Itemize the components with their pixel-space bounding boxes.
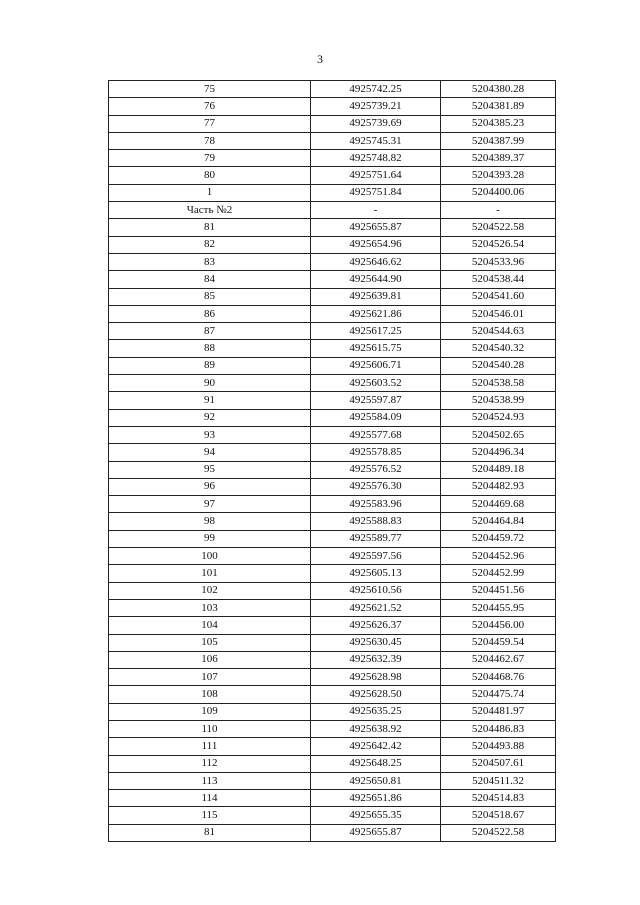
y-coordinate-cell: 5204380.28 bbox=[441, 81, 556, 98]
table-row bbox=[109, 686, 556, 703]
table-row bbox=[109, 236, 556, 253]
table-row bbox=[109, 807, 556, 824]
y-coordinate-cell: 5204486.83 bbox=[441, 720, 556, 737]
point-number-cell: 105 bbox=[109, 634, 311, 651]
point-number-cell: 81 bbox=[109, 824, 311, 841]
point-number-cell: 1 bbox=[109, 184, 311, 201]
table-row bbox=[109, 772, 556, 789]
table-row bbox=[109, 115, 556, 132]
table-row bbox=[109, 340, 556, 357]
table-row bbox=[109, 478, 556, 495]
table-row bbox=[109, 305, 556, 322]
y-coordinate-cell: 5204514.83 bbox=[441, 790, 556, 807]
x-coordinate-cell: 4925751.84 bbox=[311, 184, 441, 201]
point-number-cell: 106 bbox=[109, 651, 311, 668]
y-coordinate-cell: 5204522.58 bbox=[441, 824, 556, 841]
x-coordinate-cell: 4925589.77 bbox=[311, 530, 441, 547]
y-coordinate-cell: 5204546.01 bbox=[441, 305, 556, 322]
x-coordinate-cell: 4925742.25 bbox=[311, 81, 441, 98]
x-coordinate-cell: 4925648.25 bbox=[311, 755, 441, 772]
y-coordinate-cell: 5204456.00 bbox=[441, 617, 556, 634]
point-number-cell: 94 bbox=[109, 444, 311, 461]
y-coordinate-cell: 5204482.93 bbox=[441, 478, 556, 495]
point-number-cell: 103 bbox=[109, 599, 311, 616]
table-row bbox=[109, 253, 556, 270]
point-number-cell: 107 bbox=[109, 669, 311, 686]
y-coordinate-cell: 5204464.84 bbox=[441, 513, 556, 530]
x-coordinate-cell: - bbox=[311, 202, 441, 219]
point-number-cell: 83 bbox=[109, 253, 311, 270]
x-coordinate-cell: 4925630.45 bbox=[311, 634, 441, 651]
point-number-cell: 79 bbox=[109, 150, 311, 167]
y-coordinate-cell: 5204502.65 bbox=[441, 426, 556, 443]
point-number-cell: 93 bbox=[109, 426, 311, 443]
y-coordinate-cell: 5204524.93 bbox=[441, 409, 556, 426]
point-number-cell: 77 bbox=[109, 115, 311, 132]
point-number-cell: 101 bbox=[109, 565, 311, 582]
x-coordinate-cell: 4925628.98 bbox=[311, 669, 441, 686]
table-row bbox=[109, 461, 556, 478]
point-number-cell: 114 bbox=[109, 790, 311, 807]
x-coordinate-cell: 4925603.52 bbox=[311, 375, 441, 392]
point-number-cell: 96 bbox=[109, 478, 311, 495]
y-coordinate-cell: 5204385.23 bbox=[441, 115, 556, 132]
point-number-cell: 110 bbox=[109, 720, 311, 737]
table-row bbox=[109, 426, 556, 443]
x-coordinate-cell: 4925751.64 bbox=[311, 167, 441, 184]
point-number-cell: 82 bbox=[109, 236, 311, 253]
table-row bbox=[109, 357, 556, 374]
point-number-cell: 109 bbox=[109, 703, 311, 720]
point-number-cell: 111 bbox=[109, 738, 311, 755]
x-coordinate-cell: 4925748.82 bbox=[311, 150, 441, 167]
table-row bbox=[109, 323, 556, 340]
y-coordinate-cell: 5204468.76 bbox=[441, 669, 556, 686]
point-number-cell: 108 bbox=[109, 686, 311, 703]
x-coordinate-cell: 4925635.25 bbox=[311, 703, 441, 720]
point-number-cell: 100 bbox=[109, 548, 311, 565]
x-coordinate-cell: 4925584.09 bbox=[311, 409, 441, 426]
point-number-cell: 87 bbox=[109, 323, 311, 340]
x-coordinate-cell: 4925739.69 bbox=[311, 115, 441, 132]
x-coordinate-cell: 4925606.71 bbox=[311, 357, 441, 374]
table-row bbox=[109, 530, 556, 547]
table-row bbox=[109, 582, 556, 599]
point-number-cell: 112 bbox=[109, 755, 311, 772]
page-number: 3 bbox=[317, 52, 323, 66]
table-row bbox=[109, 444, 556, 461]
x-coordinate-cell: 4925655.35 bbox=[311, 807, 441, 824]
table-row bbox=[109, 271, 556, 288]
y-coordinate-cell: 5204522.58 bbox=[441, 219, 556, 236]
point-number-cell: 104 bbox=[109, 617, 311, 634]
x-coordinate-cell: 4925632.39 bbox=[311, 651, 441, 668]
y-coordinate-cell: 5204526.54 bbox=[441, 236, 556, 253]
y-coordinate-cell: 5204538.44 bbox=[441, 271, 556, 288]
table-row bbox=[109, 167, 556, 184]
table-row bbox=[109, 150, 556, 167]
x-coordinate-cell: 4925621.86 bbox=[311, 305, 441, 322]
point-number-cell: Часть №2 bbox=[109, 202, 311, 219]
x-coordinate-cell: 4925655.87 bbox=[311, 219, 441, 236]
point-number-cell: 81 bbox=[109, 219, 311, 236]
point-number-cell: 80 bbox=[109, 167, 311, 184]
y-coordinate-cell: 5204541.60 bbox=[441, 288, 556, 305]
y-coordinate-cell: 5204481.97 bbox=[441, 703, 556, 720]
point-number-cell: 99 bbox=[109, 530, 311, 547]
table-row bbox=[109, 755, 556, 772]
point-number-cell: 90 bbox=[109, 375, 311, 392]
table-row bbox=[109, 599, 556, 616]
point-number-cell: 76 bbox=[109, 98, 311, 115]
coordinates-table-body bbox=[109, 81, 556, 842]
x-coordinate-cell: 4925576.52 bbox=[311, 461, 441, 478]
point-number-cell: 84 bbox=[109, 271, 311, 288]
y-coordinate-cell: 5204452.99 bbox=[441, 565, 556, 582]
y-coordinate-cell: 5204496.34 bbox=[441, 444, 556, 461]
table-row bbox=[109, 617, 556, 634]
x-coordinate-cell: 4925583.96 bbox=[311, 496, 441, 513]
x-coordinate-cell: 4925621.52 bbox=[311, 599, 441, 616]
y-coordinate-cell: 5204452.96 bbox=[441, 548, 556, 565]
y-coordinate-cell: 5204511.32 bbox=[441, 772, 556, 789]
y-coordinate-cell: 5204451.56 bbox=[441, 582, 556, 599]
x-coordinate-cell: 4925745.31 bbox=[311, 132, 441, 149]
y-coordinate-cell: 5204469.68 bbox=[441, 496, 556, 513]
x-coordinate-cell: 4925655.87 bbox=[311, 824, 441, 841]
x-coordinate-cell: 4925739.21 bbox=[311, 98, 441, 115]
point-number-cell: 115 bbox=[109, 807, 311, 824]
table-row bbox=[109, 513, 556, 530]
point-number-cell: 91 bbox=[109, 392, 311, 409]
x-coordinate-cell: 4925577.68 bbox=[311, 426, 441, 443]
coordinates-table bbox=[108, 80, 556, 842]
x-coordinate-cell: 4925651.86 bbox=[311, 790, 441, 807]
table-row bbox=[109, 132, 556, 149]
point-number-cell: 92 bbox=[109, 409, 311, 426]
x-coordinate-cell: 4925597.87 bbox=[311, 392, 441, 409]
y-coordinate-cell: 5204538.99 bbox=[441, 392, 556, 409]
y-coordinate-cell: 5204475.74 bbox=[441, 686, 556, 703]
table-row bbox=[109, 98, 556, 115]
y-coordinate-cell: 5204507.61 bbox=[441, 755, 556, 772]
y-coordinate-cell: 5204544.63 bbox=[441, 323, 556, 340]
y-coordinate-cell: 5204393.28 bbox=[441, 167, 556, 184]
table-row bbox=[109, 824, 556, 841]
y-coordinate-cell: - bbox=[441, 202, 556, 219]
table-row bbox=[109, 634, 556, 651]
x-coordinate-cell: 4925644.90 bbox=[311, 271, 441, 288]
table-row bbox=[109, 392, 556, 409]
point-number-cell: 102 bbox=[109, 582, 311, 599]
point-number-cell: 78 bbox=[109, 132, 311, 149]
x-coordinate-cell: 4925578.85 bbox=[311, 444, 441, 461]
x-coordinate-cell: 4925654.96 bbox=[311, 236, 441, 253]
y-coordinate-cell: 5204389.37 bbox=[441, 150, 556, 167]
table-row bbox=[109, 651, 556, 668]
table-row bbox=[109, 496, 556, 513]
table-row bbox=[109, 375, 556, 392]
table-row bbox=[109, 720, 556, 737]
x-coordinate-cell: 4925626.37 bbox=[311, 617, 441, 634]
x-coordinate-cell: 4925605.13 bbox=[311, 565, 441, 582]
x-coordinate-cell: 4925617.25 bbox=[311, 323, 441, 340]
table-row bbox=[109, 288, 556, 305]
x-coordinate-cell: 4925610.56 bbox=[311, 582, 441, 599]
point-number-cell: 98 bbox=[109, 513, 311, 530]
point-number-cell: 85 bbox=[109, 288, 311, 305]
table-row bbox=[109, 81, 556, 98]
table-row bbox=[109, 202, 556, 219]
table-row bbox=[109, 548, 556, 565]
x-coordinate-cell: 4925646.62 bbox=[311, 253, 441, 270]
y-coordinate-cell: 5204455.95 bbox=[441, 599, 556, 616]
point-number-cell: 86 bbox=[109, 305, 311, 322]
y-coordinate-cell: 5204459.54 bbox=[441, 634, 556, 651]
x-coordinate-cell: 4925576.30 bbox=[311, 478, 441, 495]
x-coordinate-cell: 4925638.92 bbox=[311, 720, 441, 737]
table-row bbox=[109, 409, 556, 426]
y-coordinate-cell: 5204518.67 bbox=[441, 807, 556, 824]
x-coordinate-cell: 4925628.50 bbox=[311, 686, 441, 703]
table-row bbox=[109, 184, 556, 201]
table-row bbox=[109, 738, 556, 755]
y-coordinate-cell: 5204533.96 bbox=[441, 253, 556, 270]
y-coordinate-cell: 5204387.99 bbox=[441, 132, 556, 149]
x-coordinate-cell: 4925642.42 bbox=[311, 738, 441, 755]
y-coordinate-cell: 5204381.89 bbox=[441, 98, 556, 115]
y-coordinate-cell: 5204538.58 bbox=[441, 375, 556, 392]
table-row bbox=[109, 669, 556, 686]
y-coordinate-cell: 5204493.88 bbox=[441, 738, 556, 755]
table-row bbox=[109, 790, 556, 807]
x-coordinate-cell: 4925650.81 bbox=[311, 772, 441, 789]
table-row bbox=[109, 219, 556, 236]
table-row bbox=[109, 703, 556, 720]
y-coordinate-cell: 5204400.06 bbox=[441, 184, 556, 201]
y-coordinate-cell: 5204462.67 bbox=[441, 651, 556, 668]
point-number-cell: 75 bbox=[109, 81, 311, 98]
y-coordinate-cell: 5204459.72 bbox=[441, 530, 556, 547]
table-row bbox=[109, 565, 556, 582]
point-number-cell: 113 bbox=[109, 772, 311, 789]
point-number-cell: 95 bbox=[109, 461, 311, 478]
y-coordinate-cell: 5204540.28 bbox=[441, 357, 556, 374]
x-coordinate-cell: 4925588.83 bbox=[311, 513, 441, 530]
x-coordinate-cell: 4925597.56 bbox=[311, 548, 441, 565]
x-coordinate-cell: 4925615.75 bbox=[311, 340, 441, 357]
x-coordinate-cell: 4925639.81 bbox=[311, 288, 441, 305]
point-number-cell: 88 bbox=[109, 340, 311, 357]
y-coordinate-cell: 5204489.18 bbox=[441, 461, 556, 478]
point-number-cell: 89 bbox=[109, 357, 311, 374]
y-coordinate-cell: 5204540.32 bbox=[441, 340, 556, 357]
point-number-cell: 97 bbox=[109, 496, 311, 513]
